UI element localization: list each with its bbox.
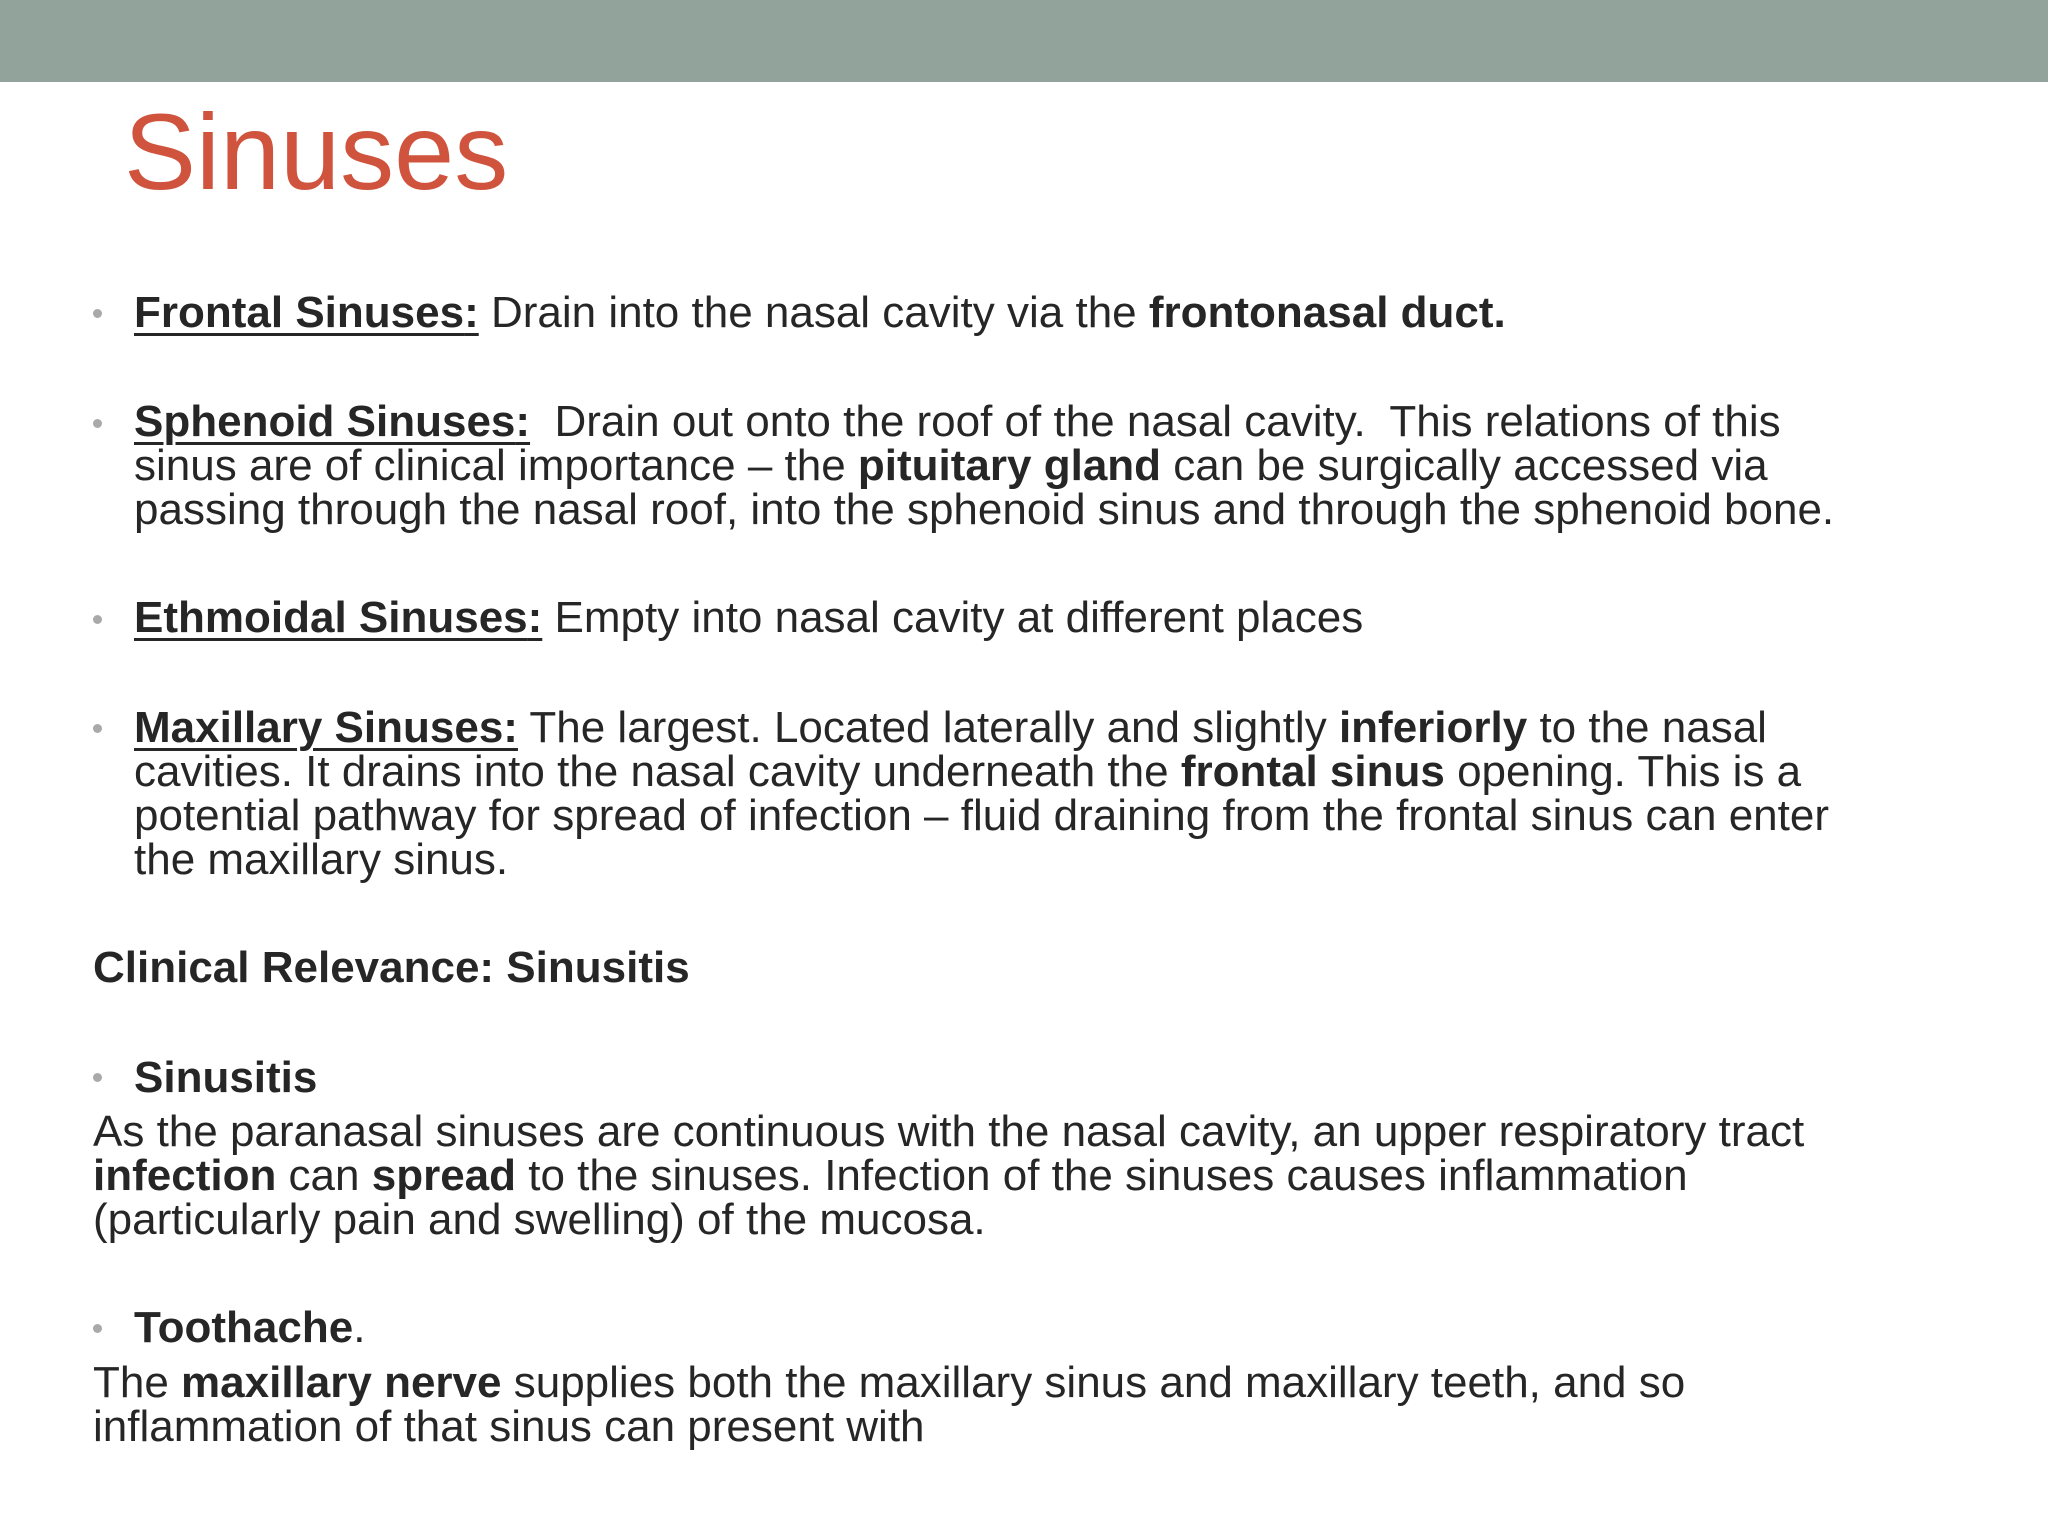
text-line: [134, 288, 1506, 337]
text-run: Drain into the nasal cavity via the: [478, 288, 1149, 337]
bullet-maxillary-sinuses: [134, 703, 1829, 884]
text-line: [93, 1151, 1804, 1200]
bold-text-run: pituitary gland: [857, 441, 1162, 490]
text-run: to the sinuses. Infection of the sinuses causes inflammation: [516, 1151, 1688, 1200]
text-run: supplies both the maxillary sinus and maxillary teeth, and so: [501, 1358, 1686, 1407]
toothache-description: [93, 1358, 1686, 1451]
text-line: [93, 1358, 1686, 1407]
bold-text-run: spread: [371, 1151, 517, 1200]
text-run: The largest. Located laterally and slightly: [517, 703, 1339, 752]
term-sep: :: [527, 593, 543, 642]
sinusitis-description: [93, 1107, 1805, 1244]
text-run: potential pathway for spread of infection – fluid draining from the frontal sinus can enter: [134, 791, 1829, 840]
term-text: Maxillary Sinuses:: [134, 703, 518, 752]
text-line: [93, 1195, 1804, 1244]
bullet-term: [134, 288, 479, 337]
text-run: The: [93, 1358, 182, 1407]
bullet-term: [134, 593, 542, 642]
slide-title: Sinuses: [124, 91, 509, 212]
text-run: As the paranasal sinuses are continuous with the nasal cavity, an upper respiratory tract: [93, 1107, 1805, 1156]
clinical-relevance-heading: Clinical Relevance: Sinusitis: [93, 943, 690, 992]
text-run: Empty into nasal cavity at different places: [542, 593, 1364, 642]
text-run: to the nasal: [1527, 703, 1767, 752]
text-line: [134, 835, 1829, 884]
text-line: [134, 593, 1364, 642]
text-run: can: [276, 1151, 372, 1200]
text-line: [93, 1402, 1685, 1451]
term-text: Frontal Sinuses: [134, 288, 465, 337]
bold-text-run: inferiorly: [1338, 703, 1528, 752]
text-line: [134, 747, 1829, 796]
bullet-dot-icon: [93, 419, 102, 428]
text-line: [93, 1107, 1805, 1156]
bullet-sphenoid-sinuses: [134, 397, 1835, 534]
toothache-label-line: [134, 1303, 366, 1352]
term-text: Sphenoid Sinuses: [134, 397, 516, 446]
bullet-dot-icon: [93, 615, 102, 624]
text-line: [134, 397, 1834, 446]
text-line: [134, 703, 1829, 752]
toothache-label-suffix: .: [353, 1303, 366, 1352]
bullet-dot-icon: [93, 724, 102, 733]
term-sep: :: [515, 397, 531, 446]
bullet-frontal-sinuses: [134, 288, 1506, 337]
bold-text-run: infection: [93, 1151, 277, 1200]
text-line: [134, 791, 1829, 840]
bold-text-run: frontal sinus: [1180, 747, 1445, 796]
text-line: [134, 441, 1834, 490]
text-run: Drain out onto the roof of the nasal cavity. This relations of this: [530, 397, 1781, 446]
sinusitis-label: Sinusitis: [134, 1053, 318, 1102]
text-run: (particularly pain and swelling) of the mucosa.: [93, 1195, 986, 1244]
text-run: cavities. It drains into the nasal cavity underneath the: [134, 747, 1181, 796]
text-run: opening. This is a: [1444, 747, 1802, 796]
bullet-term: [134, 397, 530, 446]
bullet-term: [134, 703, 518, 752]
bullet-dot-icon: [93, 309, 102, 318]
text-run: passing through the nasal roof, into the sphenoid sinus and through the sphenoid bone.: [134, 485, 1835, 534]
text-run: the maxillary sinus.: [134, 835, 509, 884]
bullet-dot-icon: [93, 1324, 102, 1333]
bold-text-run: frontonasal duct.: [1148, 288, 1506, 337]
term-text: Ethmoidal Sinuses: [134, 593, 528, 642]
term-sep: :: [464, 288, 479, 337]
text-line: [134, 485, 1835, 534]
bullet-ethmoidal-sinuses: [134, 593, 1364, 642]
bullet-dot-icon: [93, 1073, 102, 1082]
text-run: can be surgically accessed via: [1161, 441, 1768, 490]
text-run: sinus are of clinical importance – the: [134, 441, 858, 490]
bold-text-run: maxillary nerve: [181, 1358, 502, 1407]
text-run: inflammation of that sinus can present with: [93, 1402, 925, 1451]
toothache-label: Toothache: [134, 1303, 354, 1352]
